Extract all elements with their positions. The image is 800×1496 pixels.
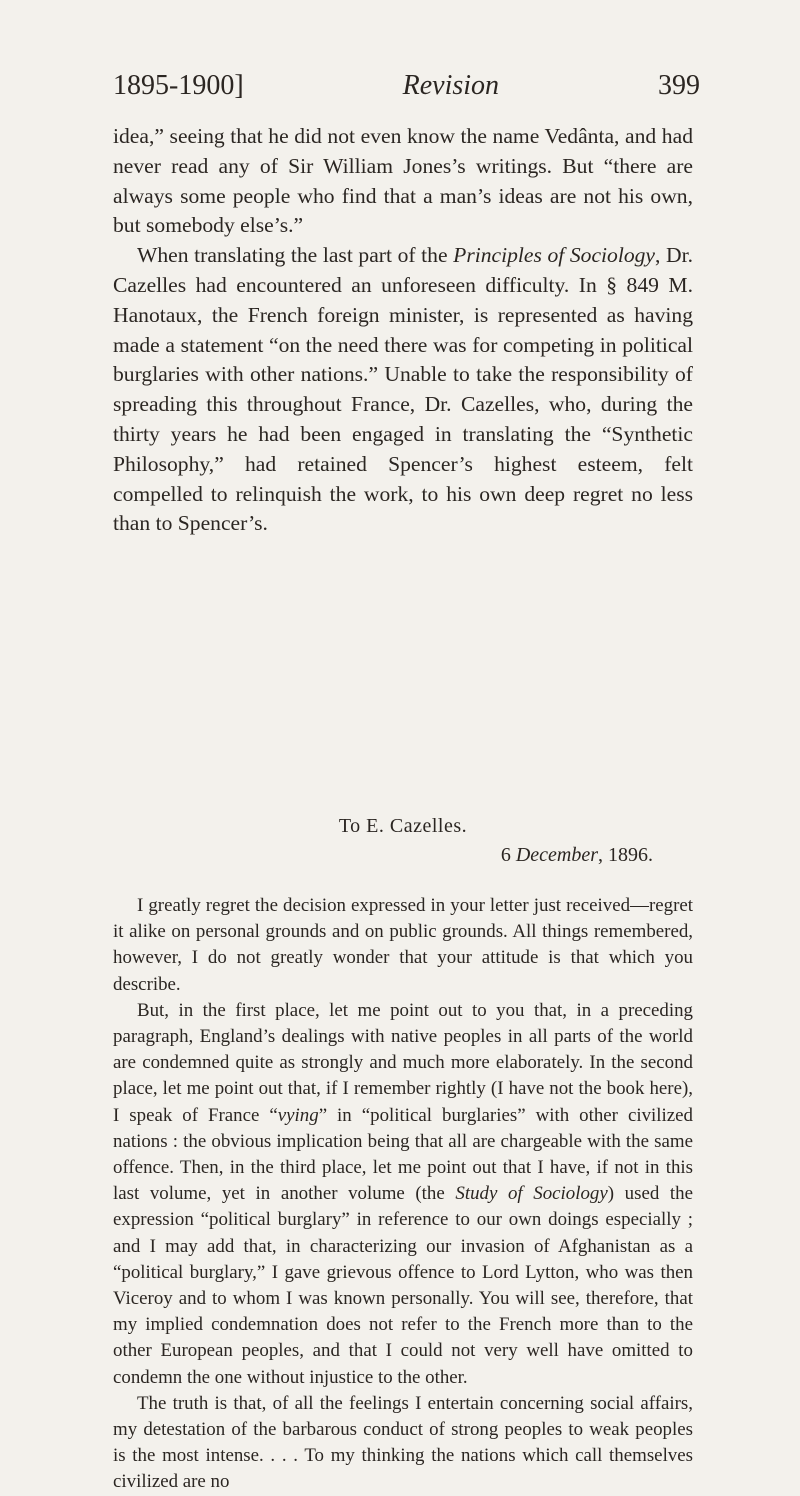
book-title-study: Study of Sociology [455, 1183, 608, 1205]
narrative-paragraph-1: idea,” seeing that he did not even know the name Vedânta, and had never read any of Sir William Jones’s writings. But “there are always some people who find that a man’s ideas are not his own, but somebody else’s.” [113, 124, 693, 238]
letter-paragraph-1: I greatly regret the decision expressed in your letter just received—regret it alike on personal grounds and on public grounds. All things remembered, however, I do not greatly wonder that your attitude is that which you describe. [113, 895, 693, 995]
running-header [113, 70, 700, 102]
date-day: 6 [500, 844, 516, 866]
narrative-paragraph-2 [113, 241, 693, 539]
letter-heading [113, 815, 693, 867]
narrative-text [113, 122, 693, 539]
date-month: December [515, 844, 598, 866]
page-number: 399 [657, 70, 700, 101]
letter-paragraph-3: The truth is that, of all the feelings I entertain concerning social affairs, my detestation of the barbarous conduct of strong peoples to weak peoples is the most intense. . . . To my thinking the nations which call themselves civilized are no [113, 1392, 693, 1493]
header-years: 1895-1900] [113, 70, 244, 101]
letter-date [113, 844, 693, 867]
date-year: , 1896. [598, 844, 653, 866]
book-title-principles: Principles of Sociology [453, 243, 656, 268]
letter-paragraph-2 [113, 998, 693, 1391]
letter-p2-c: ) used the expression “political burglary” in reference to our own doings especially ; and I may add that, in characterizing our invasion of Afghanistan as a “political burglary,” I gave grievous offence to Lord Lytton, who was then Viceroy and to whom I was known personally. You will see, therefore, that my implied condemnation does not refer to the French more than to the other European peoples, and that I could not very well have omitted to condemn the one without injustice to the other. [113, 1183, 693, 1388]
narrative-p2-rest: , Dr. Cazelles had encountered an unforeseen difficulty. In § 849 M. Hanotaux, the French foreign minister, is represented as having made a statement “on the need there was for competing in political burglaries with other nations.” Unable to take the responsibility of spreading this throughout France, Dr. Cazelles, who, during the thirty years he had been engaged in translating the “Synthetic Philosophy,” had retained Spencer’s highest esteem, felt compelled to relinquish the work, to his own deep regret no less than to Spencer’s. [113, 243, 693, 536]
narrative-p2-start: When translating the last part of the [137, 243, 454, 268]
letter-p2-b: ” in “political burglaries” with other civilized nations : the obvious implication being that all are chargeable with the same offence. Then, in the third place, let me point out that I have, if not in this last volume, yet in another volume (the [113, 1104, 693, 1205]
letter-p2-a: But, in the first place, let me point out to you that, in a preceding paragraph, England’s dealings with native peoples in all parts of the world are condemned quite as strongly and much more elaborately. In the second place, let me point out that, if I remember rightly (I have not the book here), I speak of France “ [113, 999, 693, 1126]
letter-recipient: To E. Cazelles. [338, 815, 468, 837]
header-title: Revision [402, 70, 500, 101]
letter-text [113, 893, 693, 1496]
word-vying: vying [277, 1104, 319, 1126]
